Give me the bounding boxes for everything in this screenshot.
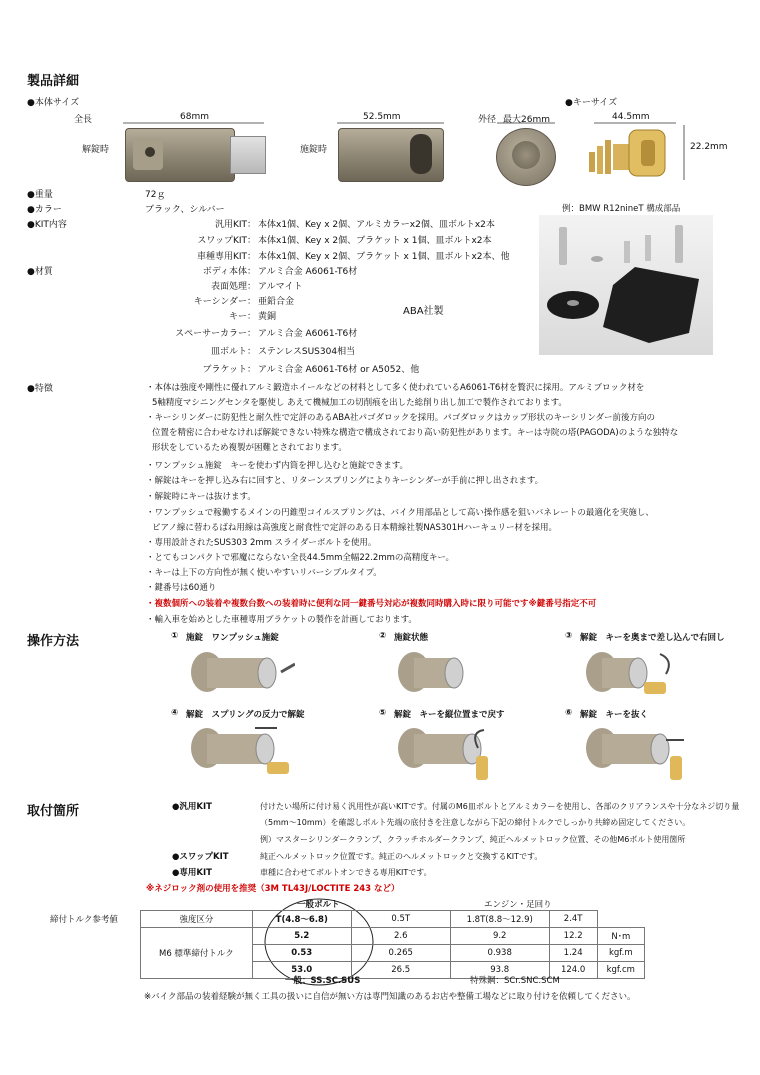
table-cell: M6 標準締付トルク	[141, 928, 253, 979]
full-length-label: 全長	[74, 115, 93, 125]
table-cell: 93.8	[450, 962, 549, 979]
feature-line: ・解錠はキーを押し込み右に回すと、リターンスプリングによりキーシンダーが手前に押し出されます。	[146, 476, 544, 486]
table-cell: 0.5T	[351, 911, 450, 928]
material-bracket-name: ブラケット：	[202, 365, 256, 375]
table-cell: 0.265	[351, 945, 450, 962]
footer-note: ※バイク部品の装着経験が無く工具の扱いに自信が無い方は専門知識のあるお店や整備工場などに取り付けを依頼してください。	[144, 992, 636, 1002]
table-cell: kgf.cm	[597, 962, 644, 979]
step-2-illustration	[392, 644, 502, 706]
aba-maker: ABA社製	[403, 306, 444, 317]
general-kit-label: ●汎用KIT	[172, 802, 212, 812]
unlocked-label: 解錠時	[82, 145, 110, 155]
torque-general-bolt: 一般ボルト	[297, 900, 340, 910]
material-bracket-value: アルミ合金 A6061-T6材 or A5052、他	[258, 365, 420, 375]
kit-general-value: 本体x1個、Key x 2個、アルミカラーx2個、皿ボルトx2本	[258, 220, 495, 230]
swap-kit-label: ●スワップKIT	[172, 852, 229, 862]
feature-line: ・キーシリンダーに防犯性と耐久性で定評のあるABA社パゴダロックを採用。パゴダロックはカップ形状のキーシリンダー前後方向の	[146, 413, 656, 423]
feature-line: 形状をしているため複製が困難とされております。	[152, 443, 347, 453]
feature-line: ・本体は強度や剛性に優れアルミ鍛造ホイールなどの材料として多く使われているA6061-T6材を贅沢に採用。アルミブロック材を	[146, 383, 645, 393]
kit-label: ●KIT内容	[27, 220, 67, 230]
feature-line: 5軸精度マシニングセンタを駆使し あえて機械加工の切削痕を出した総削り出し加工で製作されております。	[152, 398, 567, 408]
table-cell	[597, 911, 644, 928]
kit-dedicated-value: 本体x1個、Key x 2個、ブラケット x 1個、皿ボルトx2本、他	[258, 252, 510, 262]
mounting-title: 取付箇所	[27, 804, 80, 819]
step-2-num: ②	[379, 631, 387, 641]
material-surface-name: 表面処理：	[210, 282, 256, 292]
step-1-text: 施錠 ワンプッシュ施錠	[186, 633, 279, 643]
step-5-illustration	[392, 720, 502, 782]
table-cell: 2.6	[351, 928, 450, 945]
outer-max: 最大26mm	[503, 115, 550, 125]
dim-52: 52.5mm	[363, 112, 401, 122]
material-spacer-value: アルミ合金 A6061-T6材	[258, 329, 358, 339]
step-3-num: ③	[565, 631, 573, 641]
step-5-num: ⑤	[379, 708, 387, 718]
color-value: ブラック、シルバー	[145, 205, 225, 215]
table-cell: 9.2	[450, 928, 549, 945]
step-4-num: ④	[171, 708, 179, 718]
key-height: 22.2mm	[690, 142, 728, 152]
kit-swap-value: 本体x1個、Key x 2個、ブラケット x 1個、皿ボルトx2本	[258, 236, 492, 246]
material-bolt-value: ステンレスSUS304相当	[258, 347, 356, 357]
general-kit-line: 付けたい場所に付け易く汎用性が高いKITです。付属のM6皿ボルトとアルミカラーを使用し、各部のクリアランスや十分なネジ切り量	[260, 802, 740, 811]
step-2-text: 施錠状態	[394, 633, 429, 643]
feature-line: ・ワンプッシュ施錠 キーを使わず内筒を押し込むと施錠できます。	[146, 461, 409, 471]
step-4-text: 解錠 スプリングの反力で解錠	[186, 710, 305, 720]
photo-caption: 例：BMW R12nineT 構成部品	[562, 204, 681, 214]
material-key-value: 黄銅	[258, 312, 277, 322]
feature-line: ・解錠時にキーは抜けます。	[146, 492, 256, 502]
material-label: ●材質	[27, 267, 53, 277]
material-cylinder-name: キーシンダー：	[193, 297, 256, 307]
table-cell: 0.53	[252, 945, 351, 962]
table-cell: T(4.8～6.8)	[252, 911, 351, 928]
weight-label: ●重量	[27, 190, 53, 200]
dedicated-kit-label: ●専用KIT	[172, 868, 212, 878]
parts-photo	[539, 215, 713, 355]
screw-lock-note: ※ネジロック剤の使用を推奨（3M TL43J/LOCTITE 243 など）	[146, 884, 400, 894]
material-spacer-name: スペーサーカラー：	[175, 329, 256, 339]
step-6-num: ⑥	[565, 708, 573, 718]
feature-line: ・ワンプッシュで稼働するメインの円錐型コイルスプリングは、バイク用部品として高い操作感を狙いバネレートの最適化を実施し、	[146, 508, 654, 518]
material-body-name: ボディ本体：	[202, 267, 256, 277]
table-row	[141, 928, 645, 945]
material-bolt-name: 皿ボルト：	[210, 347, 256, 357]
table-cell: 2.4T	[549, 911, 597, 928]
step-6-illustration	[580, 720, 690, 782]
step-6-text: 解錠 キーを抜く	[580, 710, 649, 720]
torque-general-materials: 一般：SS.SC.SUS	[285, 976, 361, 986]
table-cell: 5.2	[252, 928, 351, 945]
table-cell: 1.24	[549, 945, 597, 962]
torque-engine: エンジン・足回り	[484, 900, 552, 910]
general-kit-line: 例）マスターシリンダークランプ、クラッチホルダークランプ、純正ヘルメットロック位置、その他M6ボルト使用箇所	[260, 835, 686, 844]
key-width: 44.5mm	[612, 112, 650, 122]
material-key-name: キー：	[228, 312, 256, 322]
step-4-illustration	[185, 720, 295, 782]
features-label: ●特徴	[27, 384, 53, 394]
step-3-illustration	[580, 644, 690, 706]
outer-label: 外径	[478, 115, 497, 125]
kit-dedicated-name: 車種専用KIT：	[196, 252, 256, 262]
torque-table	[140, 910, 645, 979]
table-cell: 53.0	[252, 962, 351, 979]
weight-value: 72ｇ	[145, 190, 166, 200]
general-kit-line: （5mm～10mm）を確認しボルト先端の底付きを注意しながら下記の締付トルクでしっかり共締め固定してください。	[260, 818, 691, 827]
feature-line: ・とてもコンパクトで邪魔にならない全長44.5mm全幅22.2mmの高精度キー。	[146, 553, 455, 563]
table-cell: 1.8T(8.8～12.9)	[450, 911, 549, 928]
material-surface-value: アルマイト	[258, 282, 303, 292]
torque-special-materials: 特殊鋼：SCr.SNC.SCM	[470, 976, 560, 986]
table-cell: 124.0	[549, 962, 597, 979]
table-row	[141, 911, 645, 928]
table-cell: kgf.m	[597, 945, 644, 962]
key-size-label: ●キーサイズ	[565, 98, 618, 108]
operation-title: 操作方法	[27, 634, 80, 649]
dedicated-kit-text: 車種に合わせてボルトオンできる専用KITです。	[260, 868, 432, 877]
feature-line: ピアノ線に替わるばね用線は高強度と耐食性で定評のある日本精線社製NAS301Hハーキュリー材を採用。	[152, 523, 558, 533]
locked-label: 施錠時	[300, 145, 328, 155]
feature-line: 位置を精密に合わせなければ解錠できない特殊な構造で構成されており高い防犯性があります。キーは寺院の塔(PAGODA)のような独特な	[152, 428, 679, 438]
feature-line: ・輸入車を始めとした車種専用ブラケットの製作を計画しております。	[146, 615, 417, 625]
swap-kit-text: 純正ヘルメットロック位置です。純正のヘルメットロックと交換するKITです。	[260, 852, 543, 861]
body-size-label: ●本体サイズ	[27, 98, 80, 108]
step-3-text: 解錠 キーを奥まで差し込んで右回し	[580, 633, 725, 643]
feature-line: ・専用設計されたSUS303 2mm スライダーボルトを使用。	[146, 538, 377, 548]
step-5-text: 解錠 キーを縦位置まで戻す	[394, 710, 505, 720]
kit-swap-name: スワップKIT：	[197, 236, 256, 246]
material-body-value: アルミ合金 A6061-T6材	[258, 267, 358, 277]
table-cell: 0.938	[450, 945, 549, 962]
material-cylinder-value: 亜鉛合金	[258, 297, 295, 307]
table-cell: 26.5	[351, 962, 450, 979]
page-title: 製品詳細	[27, 74, 80, 89]
feature-line: ・キーは上下の方向性が無く使いやすいリバーシブルタイプ。	[146, 568, 382, 578]
key-image	[585, 122, 680, 184]
table-cell: N･m	[597, 928, 644, 945]
table-cell: 12.2	[549, 928, 597, 945]
table-cell: 強度区分	[141, 911, 253, 928]
torque-side-label: 締付トルク参考値	[50, 915, 118, 925]
dim-68: 68mm	[180, 112, 209, 122]
step-1-illustration	[185, 644, 295, 706]
feature-line: ・鍵番号は60通り	[146, 583, 217, 593]
kit-general-name: 汎用KIT：	[214, 220, 256, 230]
step-1-num: ①	[171, 631, 179, 641]
color-label: ●カラー	[27, 205, 62, 215]
feature-red-note: ・複数個所への装着や複数台数への装着時に便利な同一鍵番号対応が複数同時購入時に限り可能です※鍵番号指定不可	[146, 599, 597, 609]
